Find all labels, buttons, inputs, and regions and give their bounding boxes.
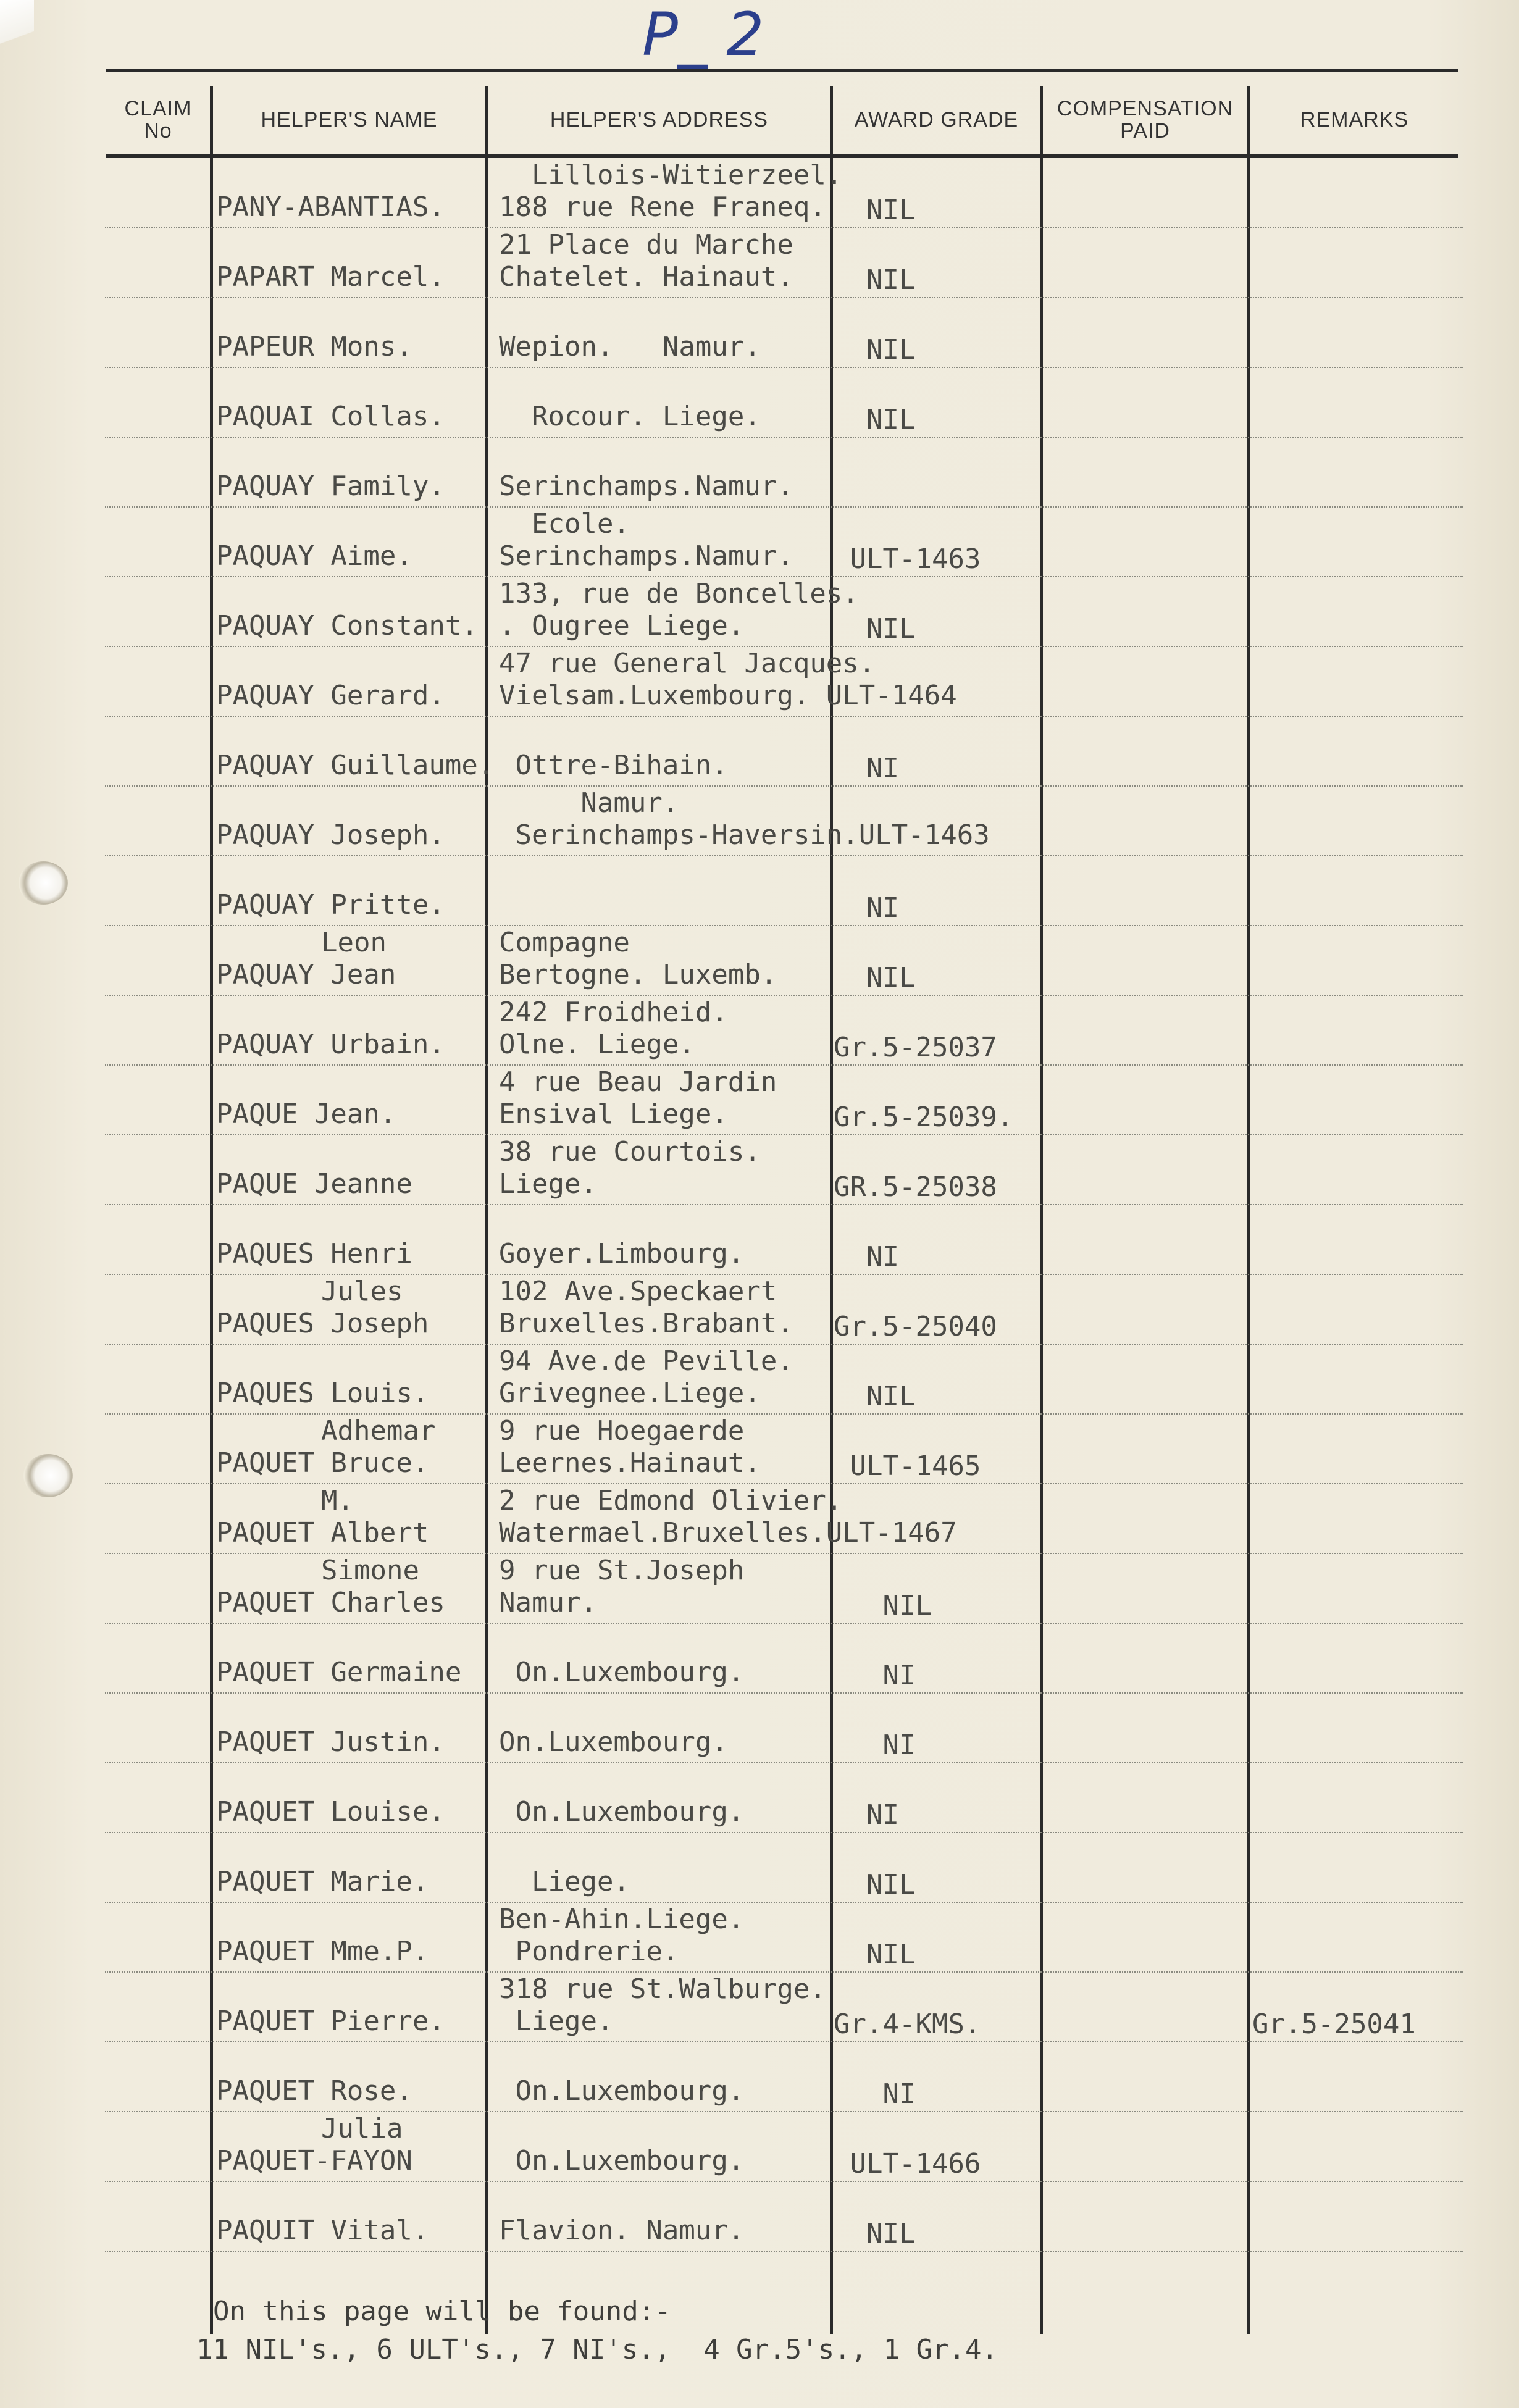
helper-name: PAQUAY Gerard. bbox=[216, 680, 445, 711]
helper-address-line2: Liege. bbox=[499, 2005, 614, 2037]
punch-hole bbox=[19, 861, 68, 905]
row-rule bbox=[105, 2181, 1463, 2182]
helper-name: PAQUET Rose. bbox=[216, 2075, 412, 2107]
header-award-grade: AWARD GRADE bbox=[854, 108, 1019, 132]
helper-name-given: Simone bbox=[321, 1555, 419, 1586]
helper-name-given: Adhemar bbox=[321, 1415, 436, 1447]
helper-address-line2: Leernes.Hainaut. bbox=[499, 1447, 761, 1479]
award-grade: NI bbox=[834, 892, 899, 924]
award-grade: Gr.5-25037 bbox=[834, 1032, 997, 1063]
helper-address-line1: 9 rue St.Joseph bbox=[499, 1555, 745, 1586]
award-grade: ULT-1466 bbox=[834, 2148, 981, 2180]
helper-name: PAQUAY Jean bbox=[216, 959, 396, 990]
helper-name: PAQUAI Collas. bbox=[216, 401, 445, 432]
award-grade: NIL bbox=[834, 194, 916, 226]
award-grade: NI bbox=[834, 753, 899, 784]
footer-summary-line2: 11 NIL's., 6 ULT's., 7 NI's., 4 Gr.5's., 1 Gr.4. bbox=[196, 2334, 998, 2365]
helper-name-given: Leon bbox=[321, 927, 387, 958]
helper-address-line2: Grivegnee.Liege. bbox=[499, 1377, 761, 1409]
helper-address-line2: . Ougree Liege. bbox=[499, 610, 745, 642]
helper-address-line1: 47 rue General Jacques. bbox=[499, 648, 876, 679]
award-grade: NIL bbox=[834, 404, 916, 435]
top-rule bbox=[106, 69, 1458, 72]
helper-name: PAPART Marcel. bbox=[216, 261, 445, 293]
award-grade: NIL bbox=[834, 613, 916, 645]
award-grade: Gr.5-25039. bbox=[834, 1102, 1014, 1133]
row-rule bbox=[105, 855, 1463, 856]
award-grade: NIL bbox=[834, 1939, 916, 1970]
col-divider-address bbox=[830, 86, 833, 2334]
helper-address-line2: Wepion. Namur. bbox=[499, 331, 761, 362]
helper-address-line2: Flavion. Namur. bbox=[499, 2215, 745, 2246]
helper-name: PAQUET Pierre. bbox=[216, 2005, 445, 2037]
remarks-value: Gr.5-25041 bbox=[1252, 2009, 1416, 2040]
row-rule bbox=[105, 297, 1463, 298]
footer-summary-line1: On this page will be found:- bbox=[213, 2296, 671, 2327]
helper-address-line2: 188 rue Rene Franeq. bbox=[499, 191, 826, 223]
award-grade: NIL bbox=[834, 2218, 916, 2249]
helper-name: PAQUE Jean. bbox=[216, 1098, 396, 1130]
helper-name: PAQUAY Aime. bbox=[216, 540, 412, 572]
helper-address-line1: 242 Froidheid. bbox=[499, 997, 728, 1028]
award-grade: GR.5-25038 bbox=[834, 1171, 997, 1203]
header-helper-address: HELPER'S ADDRESS bbox=[550, 108, 769, 132]
row-rule bbox=[105, 785, 1463, 787]
row-rule bbox=[105, 437, 1463, 438]
helper-address-line1: 318 rue St.Walburge. bbox=[499, 1973, 826, 2005]
header-helper-name: HELPER'S NAME bbox=[261, 108, 438, 132]
award-grade: NIL bbox=[834, 962, 916, 993]
helper-address-line2: Goyer.Limbourg. bbox=[499, 1238, 745, 1269]
helper-name: PAQUES Joseph bbox=[216, 1308, 429, 1339]
helper-name: PAQUET Charles bbox=[216, 1587, 445, 1618]
helper-address-line1: Lillois-Witierzeel. bbox=[499, 159, 843, 191]
helper-address-line2: Olne. Liege. bbox=[499, 1029, 695, 1060]
handwritten-page-note: P_ 2 bbox=[642, 0, 764, 69]
row-rule bbox=[105, 1064, 1463, 1066]
helper-address-line1: 94 Ave.de Peville. bbox=[499, 1345, 793, 1377]
col-divider-compensation bbox=[1247, 86, 1250, 2334]
helper-name: PAQUAY Family. bbox=[216, 470, 445, 502]
row-rule bbox=[105, 2251, 1463, 2252]
helper-name: PAQUET Justin. bbox=[216, 1726, 445, 1758]
helper-name: PAQUAY Pritte. bbox=[216, 889, 445, 921]
helper-name: PAQUET Mme.P. bbox=[216, 1936, 429, 1967]
header-remarks: REMARKS bbox=[1300, 108, 1409, 132]
row-rule bbox=[105, 1344, 1463, 1345]
award-grade: NIL bbox=[834, 264, 916, 296]
helper-name: PAQUET Germaine bbox=[216, 1657, 462, 1688]
helper-address-line1: 133, rue de Boncelles. bbox=[499, 578, 859, 609]
helper-name: PAQUET Marie. bbox=[216, 1866, 429, 1897]
helper-address-line1: 4 rue Beau Jardin bbox=[499, 1066, 777, 1098]
helper-address-line1: 102 Ave.Speckaert bbox=[499, 1276, 777, 1307]
helper-address-line1: Ben-Ahin.Liege. bbox=[499, 1904, 745, 1935]
row-rule bbox=[105, 1274, 1463, 1275]
header-compensation-paid: COMPENSATION PAID bbox=[1057, 97, 1234, 143]
helper-address-line2: Pondrerie. bbox=[499, 1936, 679, 1967]
col-divider-name bbox=[485, 86, 488, 2334]
helper-name-given: Jules bbox=[321, 1276, 403, 1307]
helper-name: PAQUET Louise. bbox=[216, 1796, 445, 1828]
helper-address-line2: Liege. bbox=[499, 1168, 597, 1200]
row-rule bbox=[105, 506, 1463, 508]
row-rule bbox=[105, 1204, 1463, 1205]
row-rule bbox=[105, 367, 1463, 368]
award-grade: ULT-1463 bbox=[834, 543, 981, 575]
award-grade: NIL bbox=[834, 1869, 916, 1900]
helper-name: PAQUIT Vital. bbox=[216, 2215, 429, 2246]
award-grade: ULT-1465 bbox=[834, 1450, 981, 1482]
row-rule bbox=[105, 576, 1463, 577]
header-claim-no: CLAIM No bbox=[124, 97, 192, 143]
helper-address-line2: Ottre-Bihain. bbox=[499, 750, 728, 781]
helper-address-line2: On.Luxembourg. bbox=[499, 1726, 728, 1758]
award-grade: NI bbox=[834, 1241, 899, 1273]
col-divider-claim bbox=[210, 86, 213, 2334]
row-rule bbox=[105, 1134, 1463, 1135]
helper-address-line2: Serinchamps.Namur. bbox=[499, 470, 793, 502]
award-grade: NIL bbox=[834, 1590, 932, 1621]
header-bottom-rule bbox=[106, 154, 1458, 158]
row-rule bbox=[105, 1413, 1463, 1415]
row-rule bbox=[105, 1553, 1463, 1554]
row-rule bbox=[105, 1902, 1463, 1903]
row-rule bbox=[105, 1483, 1463, 1484]
row-rule bbox=[105, 1832, 1463, 1833]
award-grade: Gr.4-KMS. bbox=[834, 2009, 981, 2040]
helper-address-line2: Ensival Liege. bbox=[499, 1098, 728, 1130]
award-grade: NI bbox=[834, 1799, 899, 1831]
row-rule bbox=[105, 1623, 1463, 1624]
helper-address-line2: Rocour. Liege. bbox=[499, 401, 761, 432]
row-rule bbox=[105, 2111, 1463, 2112]
helper-address-line2: Bruxelles.Brabant. bbox=[499, 1308, 793, 1339]
helper-address-line1: 38 rue Courtois. bbox=[499, 1136, 761, 1168]
helper-address-line2: On.Luxembourg. bbox=[499, 2075, 745, 2107]
helper-address-line2: On.Luxembourg. bbox=[499, 1657, 745, 1688]
helper-name: PAQUAY Joseph. bbox=[216, 819, 445, 851]
helper-name: PAQUES Henri bbox=[216, 1238, 412, 1269]
helper-address-line2: On.Luxembourg. bbox=[499, 1796, 745, 1828]
helper-address-line2: Bertogne. Luxemb. bbox=[499, 959, 777, 990]
row-rule bbox=[105, 925, 1463, 926]
row-rule bbox=[105, 995, 1463, 996]
helper-name: PAQUE Jeanne bbox=[216, 1168, 412, 1200]
helper-address-line2: Namur. bbox=[499, 1587, 597, 1618]
helper-address-line2: Watermael.Bruxelles.ULT-1467 bbox=[499, 1517, 957, 1549]
helper-name: PAQUAY Constant. bbox=[216, 610, 478, 642]
row-rule bbox=[105, 646, 1463, 647]
helper-name: PAQUAY Guillaume. bbox=[216, 750, 495, 781]
helper-name: PAQUAY Urbain. bbox=[216, 1029, 445, 1060]
row-rule bbox=[105, 1692, 1463, 1694]
helper-name-given: M. bbox=[321, 1485, 354, 1516]
helper-address-line1: Compagne bbox=[499, 927, 630, 958]
col-divider-grade bbox=[1040, 86, 1043, 2334]
helper-address-line1: Namur. bbox=[499, 787, 679, 819]
award-grade: NI bbox=[834, 2078, 916, 2110]
helper-name: PAQUET Bruce. bbox=[216, 1447, 429, 1479]
award-grade: NIL bbox=[834, 1381, 916, 1412]
award-grade: Gr.5-25040 bbox=[834, 1311, 997, 1342]
award-grade: NI bbox=[834, 1729, 916, 1761]
helper-name: PAQUET Albert bbox=[216, 1517, 429, 1549]
award-grade: NIL bbox=[834, 334, 916, 366]
helper-address-line2: Serinchamps.Namur. bbox=[499, 540, 793, 572]
row-rule bbox=[105, 2041, 1463, 2042]
row-rule bbox=[105, 1762, 1463, 1763]
punch-hole bbox=[23, 1454, 73, 1497]
helper-address-line2: Chatelet. Hainaut. bbox=[499, 261, 793, 293]
helper-name-given: Julia bbox=[321, 2113, 403, 2144]
row-rule bbox=[105, 716, 1463, 717]
award-grade: NI bbox=[834, 1660, 916, 1691]
helper-address-line1: 9 rue Hoegaerde bbox=[499, 1415, 745, 1447]
helper-address-line2: Serinchamps-Haversin.ULT-1463 bbox=[499, 819, 990, 851]
torn-corner bbox=[0, 0, 34, 74]
helper-address-line1: Ecole. bbox=[499, 508, 630, 540]
helper-address-line2: Liege. bbox=[499, 1866, 630, 1897]
helper-address-line1: 2 rue Edmond Olivier. bbox=[499, 1485, 843, 1516]
row-rule bbox=[105, 227, 1463, 228]
helper-address-line2: On.Luxembourg. bbox=[499, 2145, 745, 2176]
row-rule bbox=[105, 1971, 1463, 1973]
helper-name: PAQUES Louis. bbox=[216, 1377, 429, 1409]
helper-name: PAPEUR Mons. bbox=[216, 331, 412, 362]
helper-address-line1: 21 Place du Marche bbox=[499, 229, 793, 261]
helper-name: PAQUET-FAYON bbox=[216, 2145, 412, 2176]
helper-address-line2: Vielsam.Luxembourg. ULT-1464 bbox=[499, 680, 957, 711]
helper-name: PANY-ABANTIAS. bbox=[216, 191, 445, 223]
